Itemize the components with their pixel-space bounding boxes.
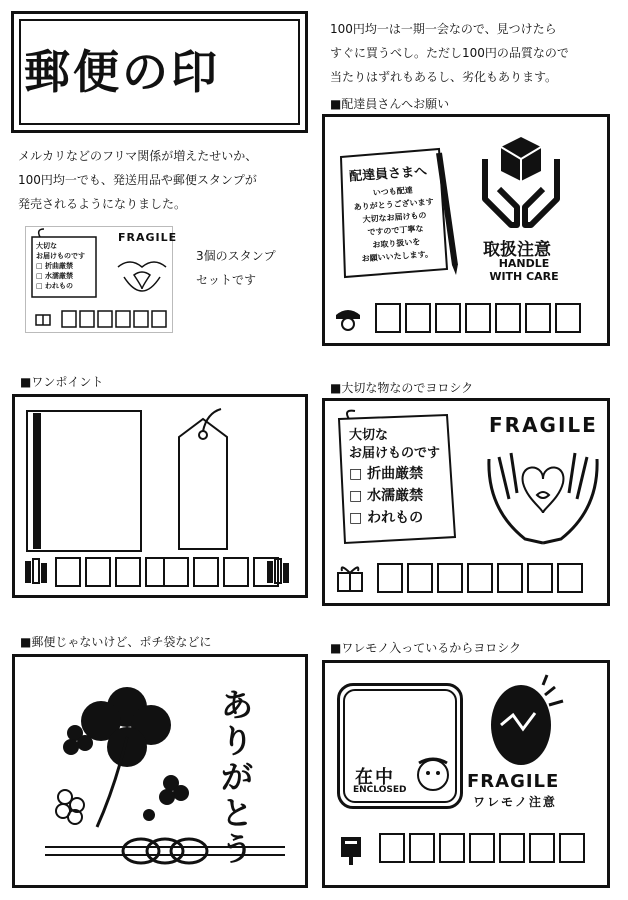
section-heading-waremono: ■ワレモノ入っているからヨロシク (330, 641, 521, 655)
stamp-card-pochi (12, 654, 308, 888)
intro-left-line: 発売されるようになりました。 (18, 197, 187, 211)
tag-illustration (173, 407, 233, 553)
postal-box (437, 563, 463, 593)
thanks-text: ありがとう (221, 686, 254, 868)
intro-right (330, 17, 569, 89)
postal-box (439, 833, 465, 863)
postal-box (377, 563, 403, 593)
postal-box (409, 833, 435, 863)
set-note-line: セットです (196, 273, 257, 287)
gift-icon (335, 561, 365, 593)
postal-box (527, 563, 553, 593)
page-title: 郵便の印 (24, 45, 220, 99)
intro-right-line: すぐに買うべし。ただし100円の品質なので (330, 46, 569, 60)
bird-icon (413, 753, 453, 793)
postal-code-boxes-left (55, 557, 171, 587)
postal-box (405, 303, 431, 333)
delivery-note-body (348, 182, 441, 266)
handle-jp-text: 取扱注意 (483, 240, 551, 260)
postal-box (163, 557, 189, 587)
intro-left-line: 100円均一でも、発送用品や郵便スタンプが (18, 173, 257, 187)
handle-en-text (489, 257, 559, 283)
postal-box (525, 303, 551, 333)
mini-note-line: 大切な (36, 242, 57, 250)
section-heading-delivery: ■配達員さんへお願い (330, 97, 450, 111)
postbox-icon (339, 835, 363, 865)
postal-box (55, 557, 81, 587)
stamp-card-delivery (322, 114, 610, 346)
mizuhiki-knot (45, 833, 285, 869)
delivery-note-line: いつも配達 (372, 185, 413, 198)
postal-box (559, 833, 585, 863)
stamp-card-onepoint (12, 394, 308, 598)
enclosed-jp-text: 在中 (355, 767, 395, 788)
stamp-card-fragile (322, 398, 610, 606)
postal-box (467, 563, 493, 593)
postal-box (495, 303, 521, 333)
postal-box (557, 563, 583, 593)
delivery-note-line: 大切なお届けもの (362, 210, 427, 225)
postal-box (435, 303, 461, 333)
stamp-set-thumbnail (25, 226, 178, 333)
postal-code-boxes-right (163, 557, 279, 587)
postal-code-boxes (375, 303, 581, 333)
mini-fragile: FRAGILE (118, 231, 178, 244)
postal-box (193, 557, 219, 587)
postal-code-boxes (379, 833, 585, 863)
section-heading-pochi: ■郵便じゃないけど、ポチ袋などに (20, 635, 212, 649)
fragile-note-line: お届けものです (349, 446, 441, 461)
delivery-note-line: お取り扱いを (372, 237, 421, 250)
notebook-illustration (25, 409, 145, 555)
set-note-line: 3個のスタンプ (196, 249, 276, 263)
handle-en-line: WITH CARE (489, 270, 559, 283)
waremono-fragile-jp: ワレモノ注意 (473, 795, 557, 809)
mini-check: □ 水濡厳禁 (36, 272, 74, 280)
postal-box (469, 833, 495, 863)
postal-box (85, 557, 111, 587)
delivery-note-line: ありがとうございます (353, 197, 434, 212)
intro-left (18, 144, 257, 216)
postal-box (115, 557, 141, 587)
intro-right-line: 当たりはずれもあるし、劣化もあります。 (330, 70, 558, 84)
postal-code-boxes (377, 563, 583, 593)
clover-illustration (45, 677, 205, 837)
intro-left-line: メルカリなどのフリマ関係が増えたせいか、 (18, 149, 258, 163)
postman-cap-icon (333, 303, 363, 333)
postal-box (379, 833, 405, 863)
fragile-check: □ われもの (349, 510, 424, 526)
postal-box (465, 303, 491, 333)
waremono-fragile-word: FRAGILE (467, 771, 560, 792)
handle-with-care-icon (481, 129, 561, 229)
mini-check: □ われもの (36, 282, 74, 290)
postal-box (375, 303, 401, 333)
delivery-note-line: ですので丁寧な (367, 224, 424, 237)
postal-box (223, 557, 249, 587)
section-heading-onepoint: ■ワンポイント (20, 375, 104, 389)
cracked-egg-icon (483, 673, 567, 769)
set-note (196, 244, 276, 292)
books-icon-left (23, 557, 53, 585)
mini-note (36, 241, 85, 291)
fragile-note-line: 大切な (349, 428, 389, 443)
postal-box (499, 833, 525, 863)
stamp-card-waremono (322, 660, 610, 888)
postal-box (555, 303, 581, 333)
section-heading-fragile: ■大切な物なのでヨロシク (330, 381, 474, 395)
handle-en-line: HANDLE (498, 257, 550, 270)
postal-box (497, 563, 523, 593)
mini-check: □ 折曲厳禁 (36, 262, 74, 270)
fragile-check: □ 水濡厳禁 (349, 488, 424, 504)
mini-note-line: お届けものです (36, 252, 85, 260)
enclosed-en-text: ENCLOSED (353, 785, 407, 795)
fragile-note-text (349, 427, 440, 529)
books-icon-right (265, 557, 295, 585)
heart-in-hands-icon (485, 439, 601, 547)
delivery-note-line: お願いいたします。 (361, 249, 434, 264)
postal-box (407, 563, 433, 593)
fragile-word: FRAGILE (489, 413, 598, 437)
postal-box (529, 833, 555, 863)
fragile-check: □ 折曲厳禁 (349, 466, 424, 482)
intro-right-line: 100円均一は一期一会なので、見つけたら (330, 22, 557, 36)
delivery-note-title: 配達員さまへ (348, 164, 428, 185)
